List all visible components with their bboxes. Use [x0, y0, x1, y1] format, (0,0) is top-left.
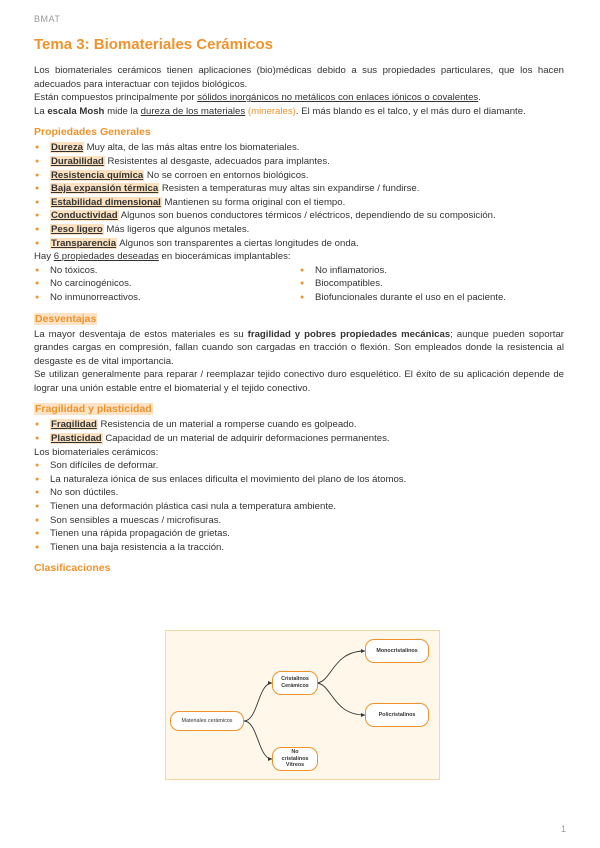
list-item: ● Tienen una deformación plástica casi nula a temperatura ambiente.: [34, 500, 564, 514]
term-description: Algunos son transparentes a ciertas longitudes de onda.: [117, 237, 359, 249]
desventajas-paragraph-2: Se utilizan generalmente para reparar / reemplazar tejido conectivo duro esquelético. El éxito de su aplicación depende de lograr una unión estable entre el biomaterial y el tejido conectivo.: [34, 369, 564, 394]
term-description: Mantienen su forma original con el tiempo.: [161, 196, 346, 208]
term: Dureza: [51, 142, 83, 154]
desventajas-p1-end: ; aunque pueden soportar grandes cargas en compresión, fallan cuando son cargadas en tracción o flexión. Son empleados donde la resistencia al desgaste es de vital importancia.: [34, 328, 564, 367]
deseadas-columns: [34, 264, 564, 305]
term: Baja expansión térmica: [51, 183, 159, 195]
deseadas-text: Hay: [34, 251, 54, 263]
intro-p3-underlined: dureza de los materiales: [140, 105, 246, 117]
list-item: [34, 196, 564, 210]
list-item: ● No son dúctiles.: [34, 486, 564, 500]
header-label: BMAT: [34, 14, 61, 24]
list-item: ● Son sensibles a muescas / microfisuras.: [34, 514, 564, 528]
section-title-fragilidad: [34, 402, 564, 417]
document-body: [34, 64, 564, 577]
desventajas-title-text: Desventajas: [35, 312, 97, 325]
section-title-clasificaciones: Clasificaciones: [34, 562, 111, 575]
list-item: [34, 418, 564, 432]
list-item: ● La naturaleza iónica de sus enlaces dificulta el movimiento del plano de los átomos.: [34, 473, 564, 487]
term: Fragilidad: [51, 419, 97, 431]
list-item: [34, 155, 564, 169]
page-title: Tema 3: Biomateriales Cerámicos: [34, 36, 273, 53]
intro-p3-text: La: [34, 105, 48, 117]
fragilidad-bullets: [34, 459, 564, 554]
intro-paragraph-3: [34, 105, 564, 119]
term-description: Capacidad de un material de adquirir deformaciones permanentes.: [102, 433, 390, 445]
deseadas-list-right: [299, 264, 564, 305]
list-item: ● Biofuncionales durante el uso en el paciente.: [299, 291, 564, 305]
diagram-node-root: Materiales cerámicos: [170, 711, 244, 731]
term-description: Algunos son buenos conductores térmicos / eléctricos, dependiendo de su composición.: [118, 210, 496, 222]
intro-p2-text: Están compuestos principalmente por: [34, 92, 198, 104]
section-title-propiedades: Propiedades Generales: [34, 126, 151, 139]
page-number: 1: [560, 824, 566, 834]
term: Resistencia química: [51, 169, 144, 181]
connector-cristalinos-poli: [316, 683, 365, 715]
connector-root-cristalinos: [244, 683, 272, 721]
intro-p2-underlined: sólidos inorgánicos no metálicos con enlaces iónicos o covalentes: [197, 92, 479, 104]
connector-cristalinos-mono: [316, 651, 365, 683]
term: Conductividad: [51, 210, 118, 222]
desventajas-p1-text: La mayor desventaja de estos materiales es su: [34, 328, 248, 340]
section-title-desventajas: [34, 312, 564, 327]
intro-p3-end: . El más blando es el talco, y el más duro el diamante.: [295, 105, 526, 117]
connector-root-nocristalinos: [244, 721, 272, 759]
desventajas-p1-bold: fragilidad y pobres propiedades mecánicas: [247, 328, 451, 340]
list-item: ● Son difíciles de deformar.: [34, 459, 564, 473]
term: Durabilidad: [51, 155, 104, 167]
list-item: [34, 223, 564, 237]
list-item: ● No inflamatorios.: [299, 264, 564, 278]
classification-diagram: [165, 630, 440, 780]
diagram-node-cristalinos: Cristalinos Cerámicos: [272, 671, 318, 695]
term-description: Resistencia de un material a romperse cuando es golpeado.: [97, 419, 357, 431]
term: Estabilidad dimensional: [51, 196, 161, 208]
list-item: ● No carcinogénicos.: [34, 277, 299, 291]
diagram-node-monocristalinos: Monocristalinos: [365, 639, 429, 663]
list-item: [34, 169, 564, 183]
term-description: No se corroen en entornos biológicos.: [144, 169, 309, 181]
term-description: Resistentes al desgaste, adecuados para implantes.: [104, 155, 330, 167]
list-item: [34, 209, 564, 223]
term-description: Más ligeros que algunos metales.: [103, 223, 250, 235]
list-item: ● Tienen una baja resistencia a la tracción.: [34, 541, 564, 555]
intro-p2-end: .: [478, 92, 481, 104]
diagram-node-policristalinos: Policristalinos: [365, 703, 429, 727]
intro-paragraph-2: [34, 91, 564, 105]
term: Peso ligero: [51, 223, 103, 235]
term: Plasticidad: [51, 433, 102, 445]
deseadas-paragraph: [34, 250, 564, 264]
term-description: Resisten a temperaturas muy altas sin expandirse / fundirse.: [159, 183, 420, 195]
deseadas-end: en biocerámicas implantables:: [158, 251, 291, 263]
diagram-node-no-cristalinos: No cristalinos Vítreos: [272, 747, 318, 771]
intro-p3-accent: (minerales): [245, 105, 296, 117]
list-item: [34, 141, 564, 155]
intro-p3-bold: escala Mosh: [47, 105, 105, 117]
term: Transparencia: [51, 237, 117, 249]
intro-paragraph-1: Los biomateriales cerámicos tienen aplicaciones (bio)médicas debido a sus propiedades particulares, que los hacen adecuados para interactuar con tejidos biológicos.: [34, 65, 564, 90]
list-item: ● Tienen una rápida propagación de grietas.: [34, 527, 564, 541]
fragilidad-title-text: Fragilidad y plasticidad: [35, 403, 152, 416]
list-item: ● Biocompatibles.: [299, 277, 564, 291]
intro-p3-mid: mide la: [104, 105, 141, 117]
list-item: [34, 237, 564, 251]
propiedades-list: [34, 141, 564, 250]
deseadas-list-left: [34, 264, 299, 305]
list-item: ● No tóxicos.: [34, 264, 299, 278]
list-item: ● No inmunorreactivos.: [34, 291, 299, 305]
fragilidad-terms-list: [34, 418, 564, 445]
list-item: [34, 182, 564, 196]
list-item: [34, 432, 564, 446]
fragilidad-lead: Los biomateriales cerámicos:: [34, 446, 159, 458]
term-description: Muy alta, de las más altas entre los biomateriales.: [84, 142, 300, 154]
desventajas-paragraph-1: [34, 328, 564, 369]
deseadas-underlined: 6 propiedades deseadas: [53, 251, 159, 263]
